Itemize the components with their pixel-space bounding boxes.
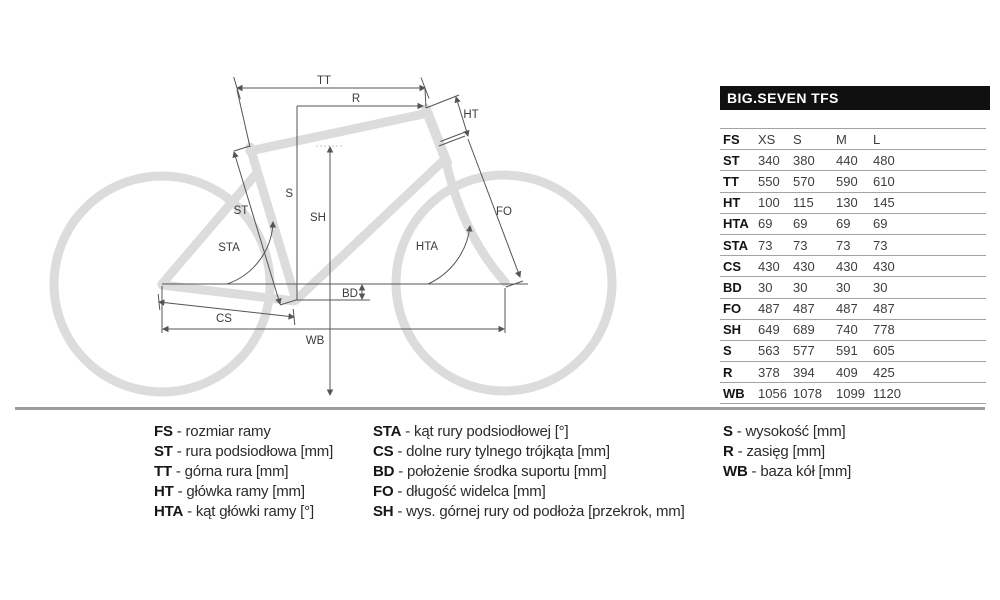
table-cell-m: M [836,131,847,147]
table-cell-s: 394 [793,364,815,380]
table-row [720,341,986,362]
table-cell-l: 480 [873,152,895,168]
table-cell-l: 605 [873,343,895,359]
table-cell-l: 1120 [873,385,901,401]
legend-item [154,482,333,502]
table-cell-label: FO [723,301,742,317]
dim-label-tt: TT [316,75,332,87]
table-cell-label: BD [723,279,742,295]
legend-item [373,462,685,482]
table-cell-m: 591 [836,343,858,359]
legend-item [154,462,333,482]
table-cell-xs: 1056 [758,385,787,401]
dim-label-cs: CS [216,313,232,325]
legend-desc: - rura podsiodłowa [mm] [172,443,334,460]
table-cell-m: 430 [836,258,858,274]
table-cell-s: 570 [793,173,815,189]
legend-abbr: R [723,443,734,460]
table-cell-s: 1078 [793,385,822,401]
dim-label-sh: SH [310,212,326,224]
bike-geometry-diagram [0,0,660,410]
legend-desc: - kąt główki ramy [°] [183,503,314,520]
legend-item [723,422,851,442]
table-cell-s: 430 [793,258,815,274]
table-cell-label: WB [723,385,745,401]
table-row [720,214,986,235]
dimension-labels [216,75,512,347]
table-row [720,320,986,341]
table-cell-s: 577 [793,343,815,359]
legend-item [723,442,851,462]
table-row [720,299,986,320]
table-cell-label: HTA [723,216,749,232]
table-row [720,383,986,404]
table-cell-label: HT [723,195,741,211]
legend-desc: - kąt rury podsiodłowej [°] [401,423,569,440]
table-cell-s: 487 [793,301,815,317]
legend-abbr: TT [154,463,172,480]
table-cell-m: 409 [836,364,858,380]
table-cell-m: 69 [836,216,851,232]
table-cell-l: 610 [873,173,895,189]
table-cell-m: 1099 [836,385,865,401]
table-cell-label: SH [723,322,742,338]
legend-item [373,422,685,442]
model-name: BIG.SEVEN TFS [727,90,839,106]
table-cell-l: 69 [873,216,888,232]
table-cell-m: 30 [836,279,851,295]
table-cell-s: 689 [793,322,815,338]
dim-label-bd: BD [342,288,358,300]
dim-label-ht: HT [463,109,479,121]
table-cell-label: CS [723,258,742,274]
legend-abbr: HTA [154,503,184,520]
dim-label-s: S [285,188,293,200]
table-cell-s: S [793,131,802,147]
table-cell-l: 73 [873,237,888,253]
dim-label-st: ST [233,205,249,217]
table-cell-xs: 378 [758,364,780,380]
table-cell-xs: 430 [758,258,780,274]
table-cell-xs: 340 [758,152,780,168]
legend-desc: - baza kół [mm] [747,463,852,480]
legend-column-2 [373,422,685,522]
top-tube [250,113,428,151]
legend-desc: - górna rura [mm] [171,463,289,480]
legend-desc: - główka ramy [mm] [173,483,305,500]
table-cell-xs: 649 [758,322,780,338]
table-cell-s: 380 [793,152,815,168]
table-cell-xs: 563 [758,343,780,359]
dim-label-fo: FO [496,206,512,218]
table-row [720,129,986,150]
dim-label-r: R [351,93,361,105]
legend-abbr: CS [373,443,394,460]
head-tube [426,109,447,163]
legend-abbr: S [723,423,733,440]
legend-abbr: BD [373,463,395,480]
model-title-bar [720,86,990,110]
table-cell-m: 440 [836,152,858,168]
table-cell-label: STA [723,237,749,253]
table-cell-label: R [723,364,733,380]
table-cell-s: 115 [793,195,814,211]
legend-abbr: HT [154,483,174,500]
table-cell-xs: 73 [758,237,773,253]
legend-column-1 [154,422,333,522]
legend-item [373,442,685,462]
table-cell-l: 145 [873,195,895,211]
table-cell-label: S [723,343,732,359]
legend-desc: - dolne rury tylnego trójkąta [mm] [393,443,610,460]
legend-abbr: STA [373,423,402,440]
table-cell-s: 30 [793,279,808,295]
table-cell-m: 740 [836,322,858,338]
down-tube [296,161,443,300]
table-cell-l: L [873,131,881,147]
legend-desc: - wys. górnej rury od podłoża [przekrok, mm] [393,503,685,520]
table-cell-m: 73 [836,237,851,253]
legend-item [373,482,685,502]
geometry-table [720,128,986,404]
table-cell-xs: 69 [758,216,773,232]
legend-item [154,422,333,442]
table-row [720,277,986,298]
table-cell-l: 487 [873,301,895,317]
table-cell-l: 425 [873,364,895,380]
legend-desc: - rozmiar ramy [172,423,271,440]
table-cell-xs: 30 [758,279,773,295]
table-cell-label: ST [723,152,740,168]
legend-desc: - długość widelca [mm] [393,483,546,500]
table-row [720,171,986,192]
table-cell-label: FS [723,131,740,147]
table-cell-l: 778 [873,322,895,338]
legend-abbr: FS [154,423,173,440]
legend-desc: - położenie środka suportu [mm] [394,463,607,480]
legend-item [154,502,333,522]
legend-abbr: WB [723,463,748,480]
legend-abbr: SH [373,503,394,520]
table-cell-label: TT [723,173,739,189]
legend-column-3 [723,422,851,482]
legend-item [723,462,851,482]
table-cell-l: 30 [873,279,888,295]
table-cell-m: 590 [836,173,858,189]
dim-label-hta: HTA [415,241,439,253]
table-cell-s: 73 [793,237,808,253]
frame [162,109,505,301]
table-cell-m: 487 [836,301,858,317]
legend-item [154,442,333,462]
table-cell-l: 430 [873,258,895,274]
table-cell-s: 69 [793,216,808,232]
legend-desc: - wysokość [mm] [732,423,846,440]
table-row [720,150,986,171]
legend-abbr: FO [373,483,394,500]
table-row [720,256,986,277]
section-divider [15,407,985,410]
table-cell-xs: XS [758,131,776,147]
dim-label-sta: STA [218,242,240,254]
legend-item [373,502,685,522]
table-row [720,235,986,256]
table-cell-xs: 550 [758,173,780,189]
legend-desc: - zasięg [mm] [733,443,826,460]
table-cell-xs: 100 [758,195,780,211]
table-cell-xs: 487 [758,301,780,317]
table-cell-m: 130 [836,195,858,211]
table-row [720,193,986,214]
legend-abbr: ST [154,443,173,460]
dim-label-wb: WB [305,335,325,347]
table-row [720,362,986,383]
